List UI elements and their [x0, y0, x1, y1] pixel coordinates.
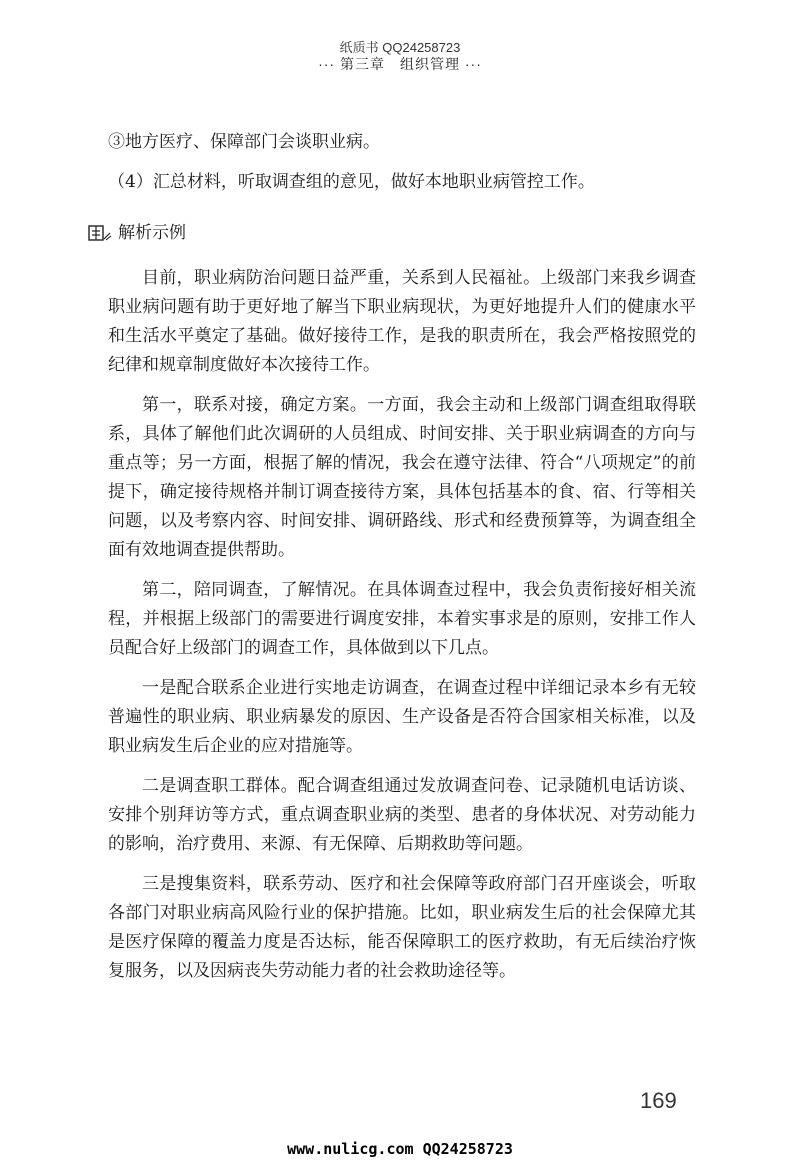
- section-title: 解析示例: [118, 223, 186, 243]
- page-header: [0, 40, 800, 74]
- intro-item-2: （4）汇总材料，听取调查组的意见，做好本地职业病管控工作。: [108, 172, 595, 192]
- paragraph-first: 第一，联系对接，确定方案。一方面，我会主动和上级部门调查组取得联系，具体了解他们此次调研的人员组成、时间安排、关于职业病调查的方向与重点等；另一方面，根据了解的情况，我会在遵守法律、符合“八项规定”的前提下，确定接待规格并制订调查接待方案，具体包括基本的食、宿、行等相关问题，以及考察内容、时间安排、调研路线、形式和经费预算等，为调查组全面有效地调查提供帮助。: [108, 395, 696, 560]
- header-source-line: 纸质书 QQ24258723: [339, 40, 461, 55]
- page-number: 169: [640, 1088, 677, 1113]
- section-heading: [88, 220, 696, 246]
- header-chapter-title: ··· 第三章 组织管理 ···: [318, 56, 482, 73]
- pen-note-icon: [88, 223, 112, 243]
- paragraph-point-two: 二是调查职工群体。配合调查组通过发放调查问卷、记录随机电话访谈、安排个别拜访等方式，重点调查职业病的类型、患者的身体状况、对劳动能力的影响，治疗费用、来源、有无保障、后期救助等问题。: [108, 776, 696, 854]
- paragraph-point-three: 三是搜集资料，联系劳动、医疗和社会保障等政府部门召开座谈会，听取各部门对职业病高风险行业的保护措施。比如，职业病发生后的社会保障尤其是医疗保障的覆盖力度是否达标，能否保障职工的医疗救助，有无后续治疗恢复服务，以及因病丧失劳动能力者的社会救助途径等。: [108, 874, 696, 981]
- paragraph-point-one: 一是配合联系企业进行实地走访调查，在调查过程中详细记录本乡有无较普遍性的职业病、职业病暴发的原因、生产设备是否符合国家相关标准，以及职业病发生后企业的应对措施等。: [108, 678, 696, 756]
- paragraph-intro: 目前，职业病防治问题日益严重，关系到人民福祉。上级部门来我乡调查职业病问题有助于更好地了解当下职业病现状，为更好地提升人们的健康水平和生活水平奠定了基础。做好接待工作，是我的职责所在，我会严格按照党的纪律和规章制度做好本次接待工作。: [108, 268, 696, 375]
- page-content: [108, 128, 696, 997]
- intro-item-1: ③地方医疗、保障部门会谈职业病。: [108, 132, 380, 152]
- footer-watermark: www.nulicg.com QQ24258723: [287, 1140, 513, 1158]
- paragraph-second: 第二，陪同调查，了解情况。在具体调查过程中，我会负责衔接好相关流程，并根据上级部门的需要进行调度安排，本着实事求是的原则，安排工作人员配合好上级部门的调查工作，具体做到以下几点。: [108, 580, 696, 658]
